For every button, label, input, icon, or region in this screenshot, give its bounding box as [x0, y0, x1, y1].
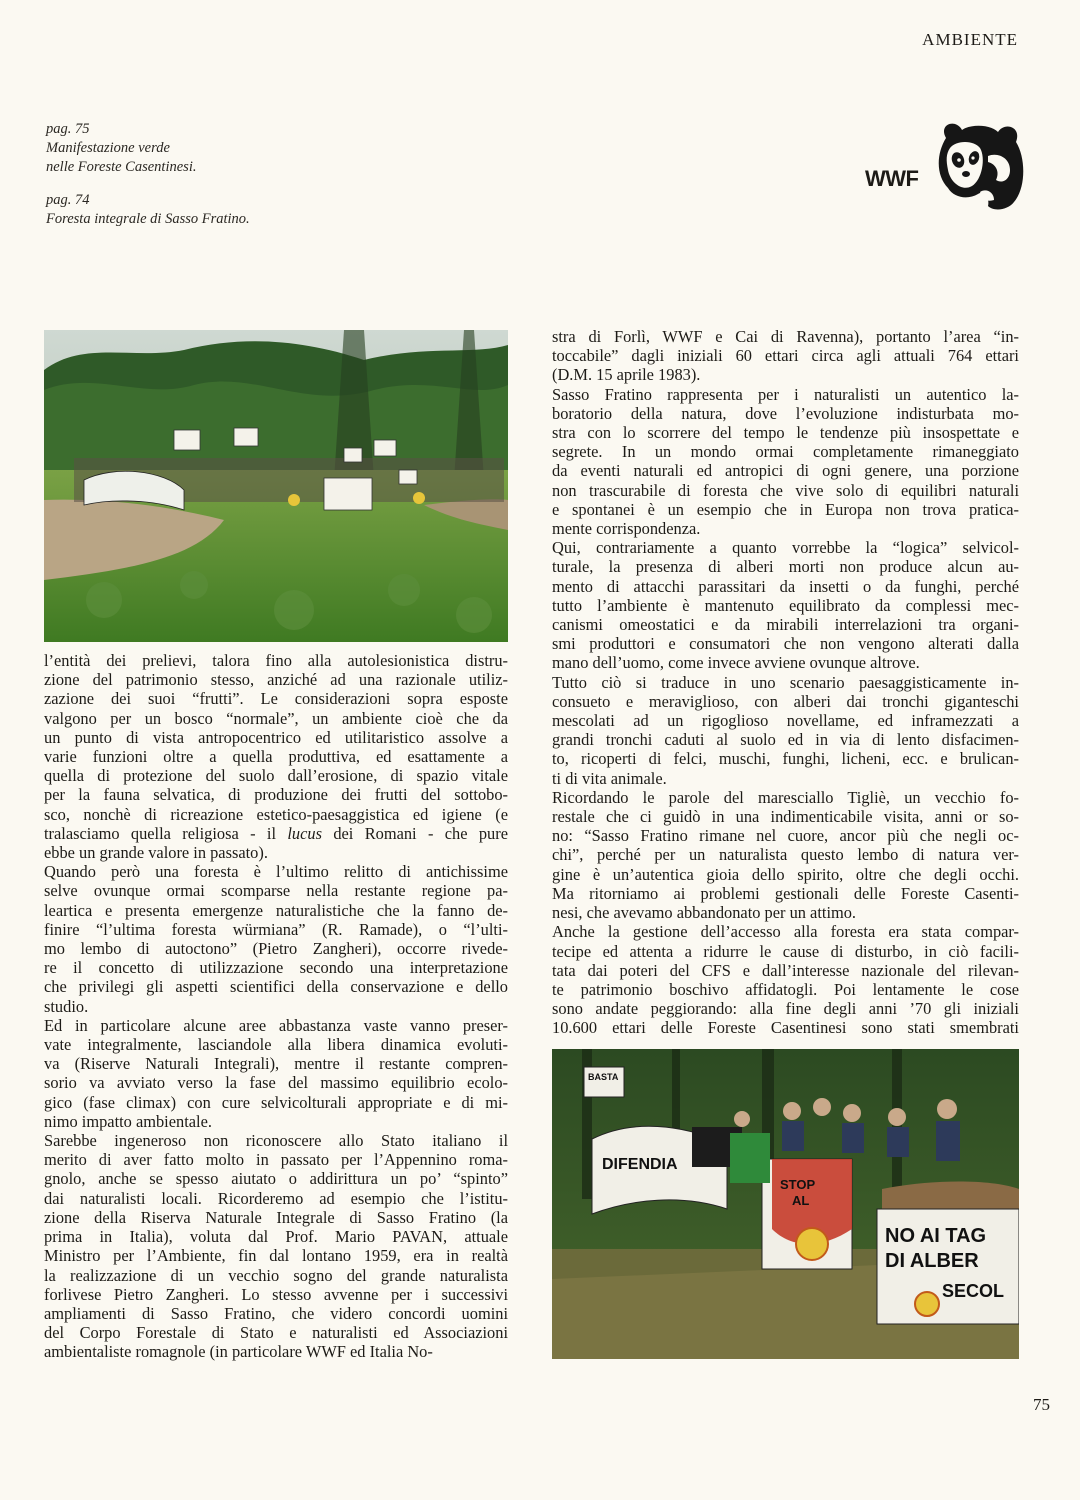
- text-line: boratorio della natura, dove l’evoluzione indisturbata mo-: [552, 403, 1019, 423]
- text-line: quella di protezione del suolo dall’erosione, di spazio vitale: [44, 766, 508, 786]
- caption-photo-75: [46, 120, 250, 177]
- text-line: mente corrispondenza.: [552, 519, 701, 539]
- text-line: non trascurabile di foresta che vive solo di equilibri naturali: [552, 480, 1019, 500]
- text-line: Sarebbe ingeneroso non riconoscere allo Stato italiano il: [44, 1131, 508, 1151]
- text-line: gine è un’autentica gioia dello spirito, oltre che degli occhi.: [552, 864, 1019, 884]
- caption-photo-74: [46, 191, 250, 229]
- text-line: gico (fase climax) con cure selvicolturali appropriate e di mi-: [44, 1092, 508, 1112]
- text-line: l’entità dei prelievi, talora fino alla autolesionistica distru-: [44, 651, 508, 670]
- text-line: 10.600 ettari delle Foreste Casentinesi sono stati smembrati: [552, 1018, 1019, 1038]
- text-line: ti di vita animale.: [552, 768, 667, 788]
- text-line: va (Riserve Naturali Integrali), mentre il restante compren-: [44, 1054, 508, 1074]
- text-line: consueto e meraviglioso, con alberi dai tronchi giganteschi: [552, 691, 1019, 711]
- text-line: varie funzioni oltre a quella produttiva, ed esattamente a: [44, 747, 508, 767]
- text-line: re il concetto di utilizzazione secondo una interpretazione: [44, 958, 508, 978]
- text-line: Ma ritorniamo ai problemi gestionali delle Foreste Casenti-: [552, 883, 1019, 903]
- text-line: zione della Riserva Naturale Integrale di Sasso Fratino (la: [44, 1207, 508, 1227]
- text-line: grandi tronchi caduti al suolo ed in via di lento disfacimen-: [552, 730, 1019, 750]
- text-line: un punto di vista antropocentrico ed utilitaristico assolve a: [44, 727, 508, 747]
- text-line: Anche la gestione dell’accesso alla foresta era stata compar-: [552, 922, 1019, 942]
- text-line: tata dai poteri del CFS e dall’interesse nazionale del rilevan-: [552, 960, 1019, 980]
- text-line: Qui, contrariamente a quanto vorrebbe la “logica” selvicol-: [552, 538, 1019, 558]
- text-line: merito di aver fatto molto in passato per l’Appennino roma-: [44, 1150, 508, 1170]
- text-line: che privilegi gli aspetti scientifici della conservazione e dello: [44, 977, 508, 997]
- panda-icon: [928, 118, 1028, 214]
- svg-text:BASTA: BASTA: [588, 1072, 619, 1082]
- text-line: no: “Sasso Fratino rimane nel cuore, ancor più che negli oc-: [552, 826, 1019, 846]
- text-line: Ministro per l’Ambiente, fin dal lontano 1959, era in realtà: [44, 1246, 508, 1266]
- text-line: sco, nonchè di ricreazione estetico-paesaggistica ed igiene (e: [44, 804, 508, 824]
- text-line: Ricordando le parole del maresciallo Tigliè, un vecchio fo-: [552, 787, 1019, 807]
- text-line: turale, la presenza di alberi morti non produce alcun au-: [552, 557, 1019, 577]
- text-line: del Corpo Forestale di Stato e naturalisti ed Associazioni: [44, 1323, 508, 1343]
- text-line: e spontanei è un esempio che in Europa non trova pratica-: [552, 499, 1019, 519]
- text-line: Tutto ciò si traduce in uno scenario paesaggisticamente in-: [552, 672, 1019, 692]
- text-line: smi produttori e consumatori che non vengono alterati dalla: [552, 634, 1019, 654]
- text-line: studio.: [44, 996, 89, 1016]
- text-line: zazione dei suoi “frutti”. Le considerazioni sopra esposte: [44, 689, 508, 709]
- text-line: da eventi naturali ed antropici di ogni genere, una porzione: [552, 461, 1019, 481]
- text-line: nimo impatto ambientale.: [44, 1111, 212, 1131]
- text-line: toccabile” dagli iniziali 60 ettari circa agli attuali 764 ettari: [552, 346, 1019, 366]
- wwf-logo: [862, 118, 1032, 218]
- text-line: finire “l’ultima foresta würmiana” (R. Ramade), o “l’ulti-: [44, 919, 508, 939]
- svg-text:DIFENDIA: DIFENDIA: [602, 1156, 678, 1173]
- svg-text:STOP: STOP: [780, 1177, 816, 1192]
- svg-text:AL: AL: [792, 1193, 810, 1208]
- article-right-column: [552, 327, 1019, 1038]
- section-label: AMBIENTE: [922, 30, 1018, 49]
- photo-demonstration-forest: [44, 330, 508, 642]
- caption-text: Manifestazione verde: [46, 140, 170, 156]
- svg-text:NO AI TAG: NO AI TAG: [885, 1225, 987, 1247]
- text-line: stra con lo scorrere del tempo le tendenze più insospettate e: [552, 423, 1019, 443]
- text-line: tralasciamo quella religiosa - il lucus dei Romani - che pure: [44, 823, 508, 843]
- photo-demonstration-banners: [552, 1049, 1019, 1359]
- text-line: nesi, che avevamo abbandonato per un attimo.: [552, 903, 857, 923]
- photo-captions: [46, 120, 250, 243]
- text-line: prima in Italia), voluta dal Prof. Mario PAVAN, attuale: [44, 1227, 508, 1247]
- text-line: forlivese Pietro Zangheri. Lo stesso avvenne per i successivi: [44, 1284, 508, 1304]
- text-line: ebbe un grande valore in passato).: [44, 843, 268, 863]
- text-line: restale che ci guidò in una indimenticabile visita, anni or so-: [552, 807, 1019, 827]
- text-line: mescolati ad un rigoglioso novellame, ed inframezzati a: [552, 711, 1019, 731]
- svg-text:DI ALBER: DI ALBER: [885, 1250, 979, 1272]
- text-line: Ed in particolare alcune aree abbastanza vaste vanno preser-: [44, 1015, 508, 1035]
- text-line: selve ovunque ormai scomparse nella restante regione pa-: [44, 881, 508, 901]
- text-line: leartica e presenta emergenze naturalistiche che la fanno de-: [44, 900, 508, 920]
- text-line: te patrimonio boschivo affidatogli. Poi lentamente le cose: [552, 979, 1019, 999]
- text-line: mento di attacchi parassitari da insetti o da funghi, perché: [552, 576, 1019, 596]
- text-line: mo lembo di autoctono” (Pietro Zangheri), occorre rivede-: [44, 939, 508, 959]
- text-line: Quando però una foresta è l’ultimo relitto di antichissime: [44, 862, 508, 882]
- text-line: canismi omeostatici e da mirabili interrelazioni tra organi-: [552, 615, 1019, 635]
- text-line: tutto l’ambiente è mantenuto equilibrato da complessi mec-: [552, 595, 1019, 615]
- demonstration-forest-photo: [44, 330, 508, 642]
- text-line: dai naturalisti locali. Ricorderemo ad esempio che l’istitu-: [44, 1188, 508, 1208]
- text-line: stra di Forlì, WWF e Cai di Ravenna), portanto l’area “in-: [552, 327, 1019, 346]
- text-line: sono andate peggiorando: alla fine degli anni ’70 gli iniziali: [552, 999, 1019, 1019]
- text-line: to, ricoperti di felci, muschi, funghi, licheni, ecc. e brulican-: [552, 749, 1019, 769]
- text-line: valgono per un bosco “normale”, un ambiente cioè che da: [44, 708, 508, 728]
- caption-text: nelle Foreste Casentinesi.: [46, 159, 197, 175]
- text-line: mano dell’uomo, come invece avviene ovunque altrove.: [552, 653, 920, 673]
- text-line: zione del patrimonio stesso, anziché ad una razionale utiliz-: [44, 670, 508, 690]
- text-line: tecipe ed attenta a ridurre le cause di disturbo, in ciò facili-: [552, 941, 1019, 961]
- text-line: vate integralmente, lasciandole alla libera dinamica evoluti-: [44, 1035, 508, 1055]
- wwf-logo-text: WWF: [865, 166, 919, 191]
- text-line: segrete. In un mondo ormai completamente rimaneggiato: [552, 442, 1019, 462]
- text-line: sorio va avviato verso la fase del massimo equilibrio ecolo-: [44, 1073, 508, 1093]
- text-line: la realizzazione di un vecchio sogno del grande naturalista: [44, 1265, 508, 1285]
- caption-text: Foresta integrale di Sasso Fratino.: [46, 211, 250, 227]
- text-line: chi”, perché per un naturalista questo lembo di natura ver-: [552, 845, 1019, 865]
- text-line: (D.M. 15 aprile 1983).: [552, 365, 701, 385]
- demonstration-banners-photo: [552, 1049, 1019, 1359]
- text-line: ampliamenti di Sasso Fratino, che videro concordi uomini: [44, 1303, 508, 1323]
- page-number: 75: [1033, 1395, 1050, 1414]
- caption-page-ref: pag. 75: [46, 121, 90, 137]
- svg-text:SECOL: SECOL: [942, 1281, 1005, 1301]
- text-line: ambientaliste romagnole (in particolare WWF ed Italia No-: [44, 1342, 433, 1362]
- text-line: gnolo, anche se spesso aiutato o addirittura un po’ “spinto”: [44, 1169, 508, 1189]
- text-line: per la fauna selvatica, di produzione dei frutti del sottobo-: [44, 785, 508, 805]
- caption-page-ref: pag. 74: [46, 192, 90, 208]
- text-line: Sasso Fratino rappresenta per i naturalisti un autentico la-: [552, 384, 1019, 404]
- article-left-column: [44, 651, 508, 1362]
